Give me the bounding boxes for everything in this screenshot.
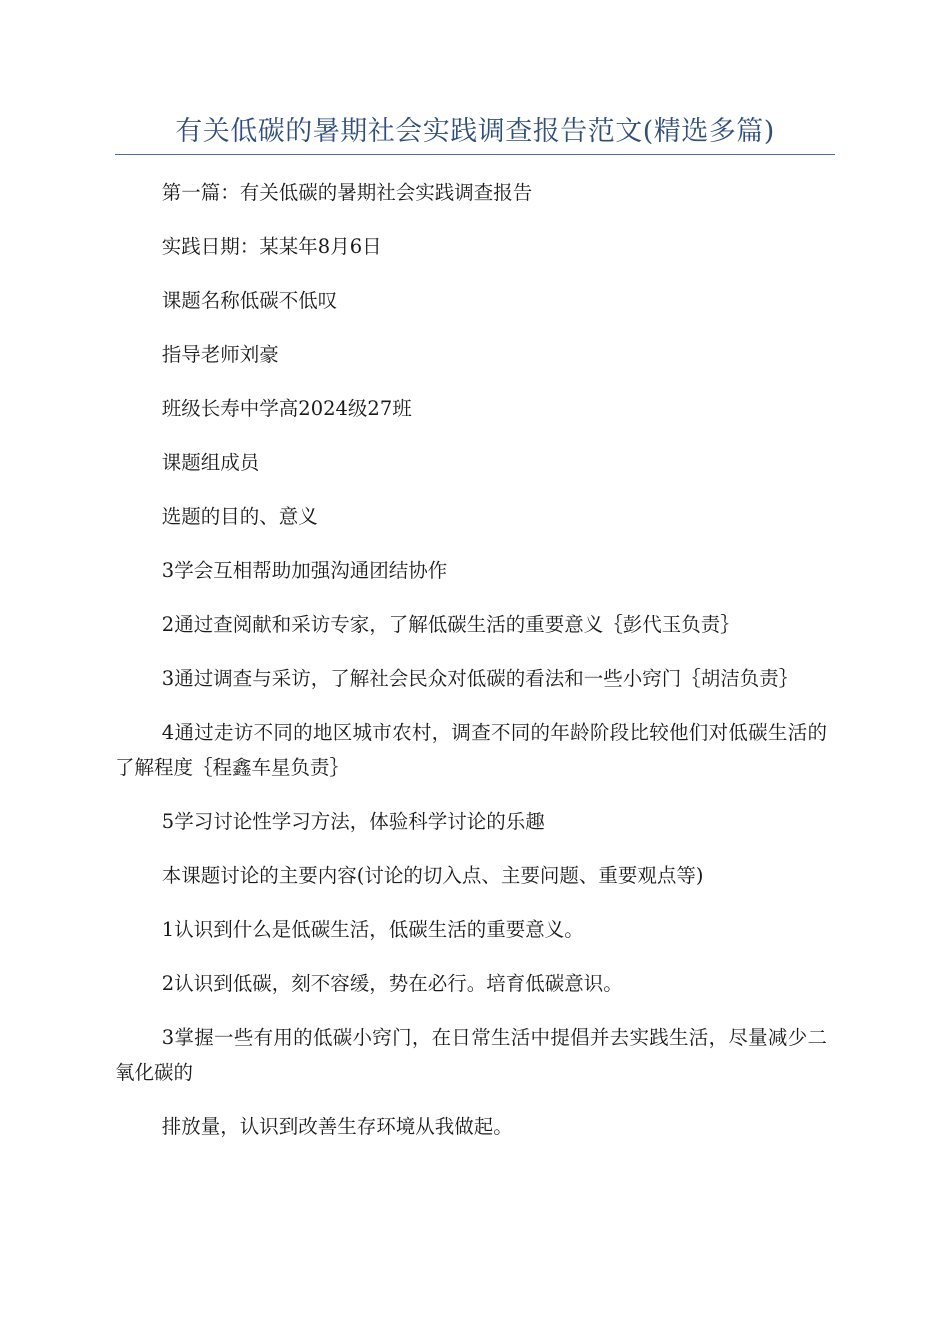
paragraph: 3通过调查与采访，了解社会民众对低碳的看法和一些小窍门｛胡洁负责｝ (161, 667, 799, 690)
paragraph: 课题组成员 (161, 451, 260, 474)
paragraph: 选题的目的、意义 (161, 505, 318, 528)
paragraph: 2通过查阅献和采访专家，了解低碳生活的重要意义｛彭代玉负责｝ (161, 613, 740, 636)
paragraph: 3学会互相帮助加强沟通团结协作 (161, 559, 448, 582)
paragraph: 实践日期：某某年8月6日 (161, 235, 382, 258)
paragraph: 班级长寿中学高2024级27班 (161, 397, 412, 420)
document-body (115, 175, 827, 1144)
paragraph: 2认识到低碳，刻不容缓，势在必行。培育低碳意识。 (161, 972, 623, 995)
paragraph: 本课题讨论的主要内容(讨论的切入点、主要问题、重要观点等) (161, 864, 704, 887)
paragraph: 3掌握一些有用的低碳小窍门，在日常生活中提倡并去实践生活，尽量减少二氧化碳的 (115, 1026, 827, 1084)
paragraph: 1认识到什么是低碳生活，低碳生活的重要意义。 (161, 918, 584, 941)
document-title: 有关低碳的暑期社会实践调查报告范文(精选多篇) (175, 116, 775, 147)
paragraph: 4通过走访不同的地区城市农村，调查不同的年龄阶段比较他们对低碳生活的了解程度｛程鑫车星负责｝ (115, 721, 827, 779)
paragraph: 第一篇：有关低碳的暑期社会实践调查报告 (161, 181, 533, 204)
paragraph: 指导老师刘豪 (161, 343, 279, 366)
paragraph: 排放量，认识到改善生存环境从我做起。 (161, 1115, 513, 1138)
title-underline (115, 154, 835, 155)
paragraph: 课题名称低碳不低叹 (161, 289, 338, 312)
paragraph: 5学习讨论性学习方法，体验科学讨论的乐趣 (161, 810, 545, 833)
